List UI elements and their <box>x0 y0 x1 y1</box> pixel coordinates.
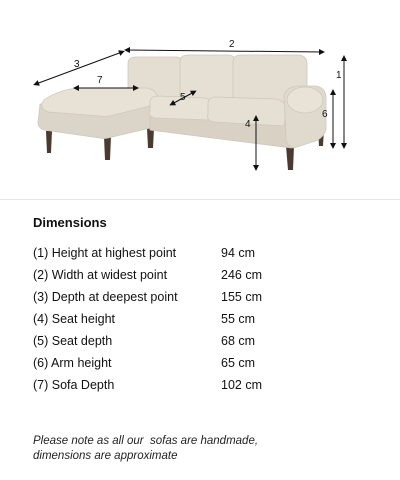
dimension-value: 246 cm <box>221 268 262 282</box>
table-row <box>33 286 373 308</box>
dim-line-width <box>127 50 322 52</box>
section-divider <box>0 199 400 200</box>
dimension-value: 68 cm <box>221 334 256 348</box>
table-row <box>33 308 373 330</box>
sofa-leg <box>46 131 52 153</box>
sofa-dimension-diagram <box>0 0 400 200</box>
sofa-leg <box>104 136 111 160</box>
dimension-label: (6) Arm height <box>33 356 112 370</box>
handmade-note <box>33 434 373 464</box>
sofa-leg <box>147 128 154 148</box>
sofa-leg <box>286 146 294 170</box>
table-row <box>33 352 373 374</box>
dimension-label: (1) Height at highest point <box>33 246 177 260</box>
dimension-value: 94 cm <box>221 246 256 260</box>
dimension-label: (7) Sofa Depth <box>33 378 115 392</box>
callout-1: 1 <box>336 70 342 81</box>
table-row <box>33 374 373 396</box>
table-row <box>33 264 373 286</box>
note-line: dimensions are approximate <box>33 450 178 462</box>
dimension-value: 55 cm <box>221 312 256 326</box>
callout-2: 2 <box>229 39 235 50</box>
dimension-label: (4) Seat height <box>33 312 115 326</box>
callout-4: 4 <box>245 119 251 130</box>
back-cushion <box>180 55 235 100</box>
dimension-value: 65 cm <box>221 356 256 370</box>
dimension-label: (5) Seat depth <box>33 334 113 348</box>
note-line: Please note as all our sofas are handmade, <box>33 435 259 447</box>
callout-6: 6 <box>322 109 328 120</box>
table-row <box>33 242 373 264</box>
dimension-label: (3) Depth at deepest point <box>33 290 178 304</box>
dimension-value: 102 cm <box>221 378 262 392</box>
sofa-illustration <box>38 55 326 170</box>
table-row <box>33 330 373 352</box>
callout-5: 5 <box>180 92 186 103</box>
dimensions-heading: Dimensions <box>33 215 107 230</box>
callout-7: 7 <box>97 75 103 86</box>
callout-3: 3 <box>74 59 80 70</box>
arm-roll <box>287 87 323 113</box>
dimension-label: (2) Width at widest point <box>33 268 168 282</box>
dimensions-table <box>33 242 373 396</box>
dimension-value: 155 cm <box>221 290 262 304</box>
